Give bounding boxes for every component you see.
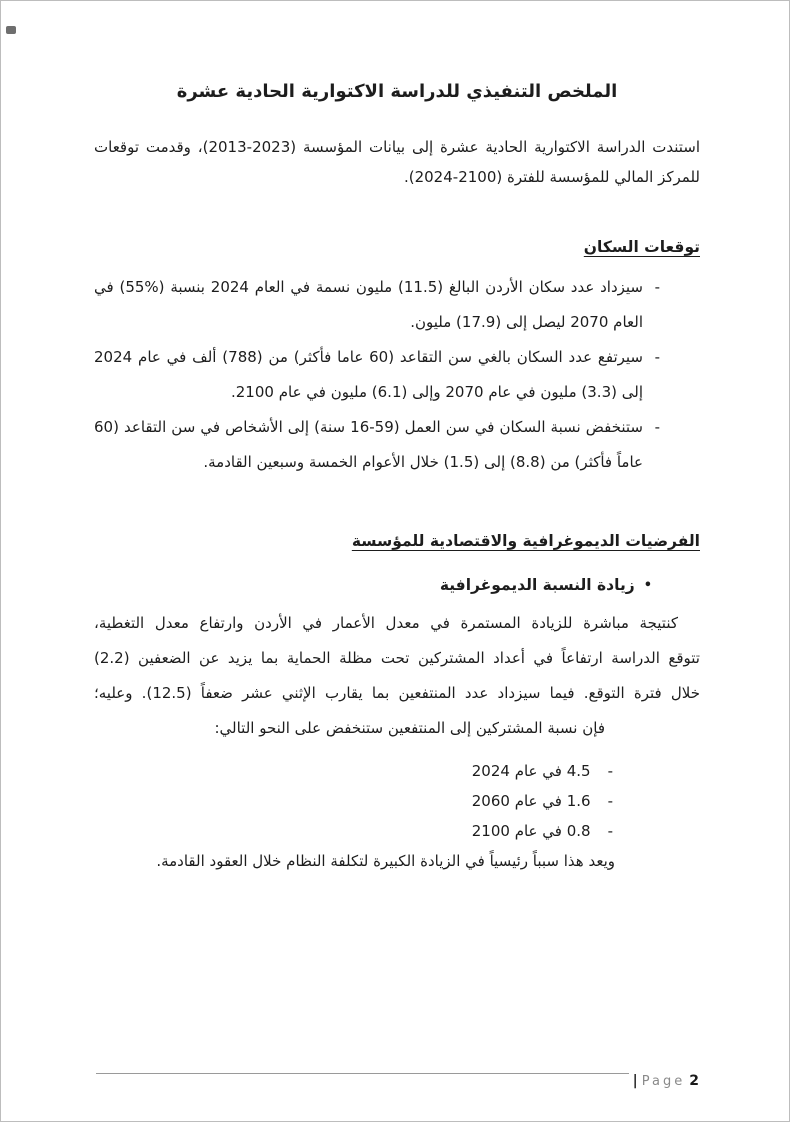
section-heading-population: توقعات السكان bbox=[583, 238, 700, 256]
page-footer bbox=[96, 1073, 699, 1089]
ratio-item bbox=[94, 816, 613, 846]
bullet-item bbox=[94, 270, 660, 340]
bullet-dash-icon: - bbox=[607, 762, 613, 780]
page-content bbox=[94, 1, 700, 874]
footer-page-indicator bbox=[633, 1073, 699, 1089]
ratio-item bbox=[94, 756, 613, 786]
bullet-dash-icon: - bbox=[654, 348, 660, 366]
intro-paragraph bbox=[94, 132, 700, 192]
population-bullet-list bbox=[94, 270, 700, 480]
bullet-dash-icon: - bbox=[607, 822, 613, 840]
page-title: الملخص التنفيذي للدراسة الاكتوارية الحادية عشرة bbox=[176, 81, 618, 102]
text-line: للمركز المالي للمؤسسة للفترة (2100-2024). bbox=[403, 168, 700, 186]
bullet-dot-icon: • bbox=[643, 577, 652, 593]
text-line: ستنخفض نسبة السكان في سن العمل (59-16 سنة) إلى الأشخاص في سن التقاعد (60 bbox=[94, 418, 643, 436]
text-line: عاماً فأكثر) من (8.8) إلى (1.5) خلال الأعوام الخمسة وسبعين القادمة. bbox=[203, 453, 643, 471]
demographics-paragraph bbox=[94, 606, 700, 746]
closing-note: ويعد هذا سبباً رئيسياً في الزيادة الكبيرة لتكلفة النظام خلال العقود القادمة. bbox=[156, 852, 615, 870]
text-line: سيزداد عدد سكان الأردن البالغ (11.5) مليون نسمة في العام 2024 بنسبة (%55) في bbox=[94, 278, 644, 296]
text-line: كنتيجة مباشرة للزيادة المستمرة في معدل الأعمار في الأردن وارتفاع معدل التغطية، bbox=[94, 614, 678, 632]
bullet-item bbox=[94, 410, 660, 480]
footer-page-label: Page bbox=[641, 1074, 686, 1089]
footer-page-number: 2 bbox=[689, 1073, 699, 1089]
ratio-text: 0.8 في عام 2100 bbox=[471, 822, 591, 840]
text-line: إلى (3.3) مليون في عام 2070 وإلى (6.1) مليون في عام 2100. bbox=[230, 383, 643, 401]
text-line: خلال فترة التوقع. فيما سيزداد عدد المنتفعين بما يقارب الإثني عشر ضعفاً (12.5). وعليه؛ bbox=[94, 684, 701, 702]
ratio-list bbox=[94, 756, 700, 846]
bullet-dash-icon: - bbox=[654, 418, 660, 436]
bullet-dash-icon: - bbox=[654, 278, 660, 296]
text-line: تتوقع الدراسة ارتفاعاً في أعداد المشتركين تحت مظلة الحماية بما يزيد عن الضعفين (2.2) bbox=[94, 649, 700, 667]
text-line: فإن نسبة المشتركين إلى المنتفعين ستنخفض على النحو التالي: bbox=[214, 719, 605, 737]
text-line: سيرتفع عدد السكان بالغي سن التقاعد (60 عاما فأكثر) من (788) ألف في عام 2024 bbox=[94, 348, 644, 366]
scan-artifact bbox=[6, 26, 16, 34]
section-heading-assumptions: الفرضيات الديموغرافية والاقتصادية للمؤسسة bbox=[351, 532, 700, 550]
text-line: استندت الدراسة الاكتوارية الحادية عشرة إلى بيانات المؤسسة (2023-2013)، وقدمت توقعات bbox=[94, 138, 700, 156]
bullet-item bbox=[94, 340, 660, 410]
sub-bullet bbox=[94, 576, 700, 594]
footer-bar-icon: | bbox=[632, 1073, 638, 1089]
text-line: العام 2070 ليصل إلى (17.9) مليون. bbox=[410, 313, 643, 331]
bullet-dash-icon: - bbox=[607, 792, 613, 810]
ratio-text: 1.6 في عام 2060 bbox=[471, 792, 591, 810]
ratio-item bbox=[94, 786, 613, 816]
sub-bullet-title: زيادة النسبة الديموغرافية bbox=[439, 576, 635, 594]
footer-rule bbox=[96, 1073, 629, 1074]
ratio-text: 4.5 في عام 2024 bbox=[471, 762, 591, 780]
